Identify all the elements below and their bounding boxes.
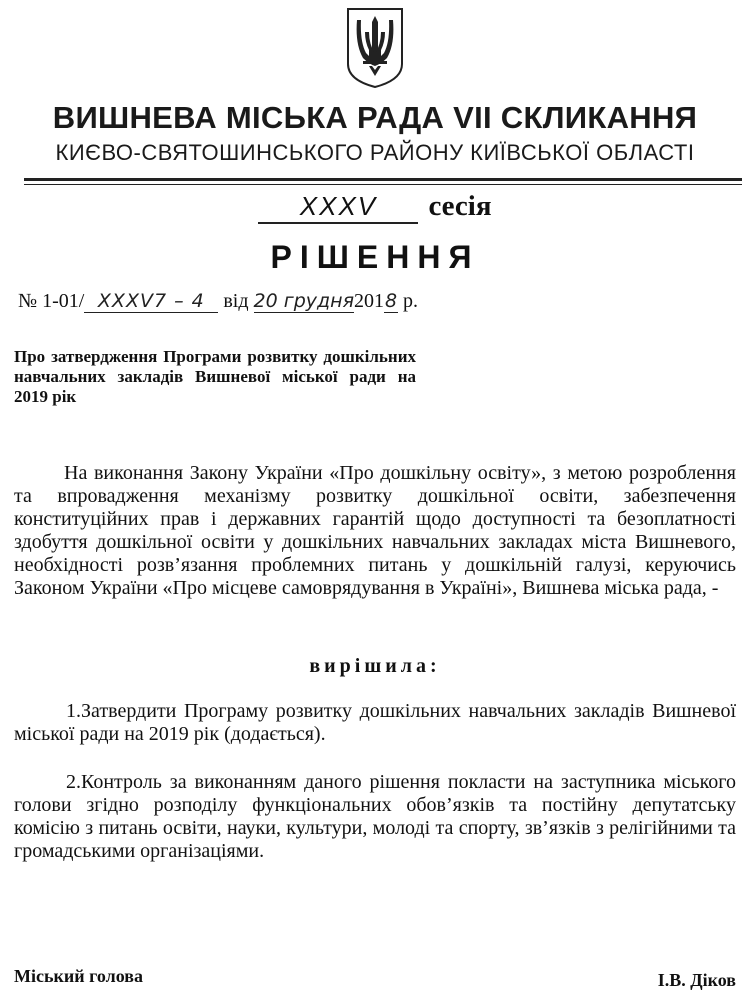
decision-title: РІШЕННЯ	[270, 239, 480, 275]
year-prefix: 201	[354, 290, 384, 312]
resolved-heading: вирішила:	[309, 655, 441, 677]
decision-subject: Про затвердження Програми розвитку дошкільних навчальних закладів Вишневої міської ради на 2019 рік	[14, 347, 416, 406]
header-divider-thick	[24, 178, 742, 181]
session-line	[0, 190, 750, 224]
session-number: XXXV	[258, 191, 418, 224]
year-handwritten: 8	[384, 290, 398, 312]
decision-number-handwritten: XXXV7 – 4	[84, 290, 218, 313]
org-subtitle: КИЄВО-СВЯТОШИНСЬКОГО РАЙОНУ КИЇВСЬКОЇ ОБЛАСТІ	[55, 140, 695, 165]
from-label: від	[223, 290, 249, 312]
signatory-position: Міський голова	[14, 966, 143, 986]
trident-coat-of-arms-icon	[345, 6, 405, 90]
decision-item-1: 1.Затвердити Програму розвитку дошкільних навчальних закладів Вишневої міської ради на 2019 рік (додається).	[14, 700, 736, 745]
session-label: сесія	[428, 190, 492, 222]
signatory-name: І.В. Діков	[657, 970, 736, 990]
registration-line	[18, 290, 418, 313]
decision-item-2: 2.Контроль за виконанням даного рішення покласти на заступника міського голови згідно розподілу функціональних обов’язків та постійну депутатську комісію з питань освіти, науки, культури, молоді та спорту, зв’язків з релігійними та громадськими організаціями.	[14, 771, 736, 862]
intro-paragraph: На виконання Закону України «Про дошкільну освіту», з метою розроблення та впровадження механізму розвитку дошкільної освіти, забезпечення конституційних прав і державних гарантій щодо доступності та безоплатності здобуття дошкільної освіти у дошкільних навчальних закладах міста Вишневого, необхідності розв’язання проблемних питань у дошкільній галузі, керуючись Законом України «Про місцеве самоврядування в Україні», Вишнева міська рада, -	[14, 462, 736, 599]
org-title: ВИШНЕВА МІСЬКА РАДА VII СКЛИКАННЯ	[52, 100, 698, 135]
date-handwritten: 20 грудня	[253, 290, 354, 312]
number-prefix: № 1-01/	[18, 290, 85, 312]
year-suffix: р.	[403, 290, 418, 312]
header-divider-thin	[24, 184, 742, 185]
